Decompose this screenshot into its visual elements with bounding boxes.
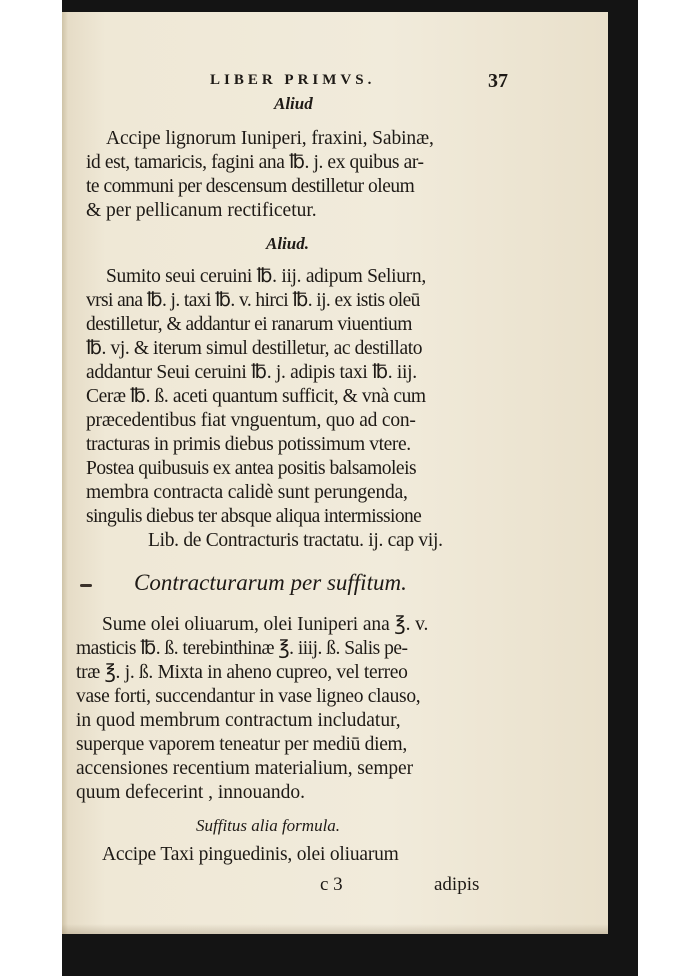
running-head: LIBER PRIMVS. (210, 72, 376, 88)
text-line: id est, tamaricis, fagini ana ℔. j. ex quibus ar- (86, 152, 424, 173)
page-gutter-shadow (62, 12, 68, 934)
text-line: ℔. vj. & iterum simul destilletur, ac destillato (86, 338, 423, 359)
text-line: addantur Seui ceruini ℔. j. adipis taxi ℔. iij. (86, 362, 417, 383)
text-line: Lib. de Contracturis tractatu. ij. cap vij. (148, 530, 443, 551)
text-line: vase forti, succendantur in vase ligneo clauso, (76, 686, 421, 707)
section-heading-suffitus: Suffitus alia formula. (196, 816, 341, 835)
signature-mark: c 3 (320, 874, 343, 895)
text-line: Ceræ ℔. ß. aceti quantum sufficit, & vnà cum (86, 386, 426, 407)
text-line: Postea quibusuis ex antea positis balsamoleis (86, 458, 417, 479)
section-heading-aliud-2: Aliud. (266, 234, 309, 253)
text-line: tracturas in primis diebus potissimum vtere. (86, 434, 411, 455)
text-line: singulis diebus ter absque aliqua intermissione (86, 506, 422, 527)
margin-dash-mark (80, 584, 92, 587)
text-line: vrsi ana ℔. j. taxi ℔. v. hirci ℔. ij. ex istis oleū (86, 290, 420, 311)
text-line: Sumito seui ceruini ℔. iij. adipum Seliurn, (106, 266, 426, 287)
text-line: destilletur, & addantur ei ranarum viuentium (86, 314, 412, 335)
text-line: præcedentibus fiat vnguentum, quo ad con- (86, 410, 416, 431)
text-line: masticis ℔. ß. terebinthinæ ℥. iiij. ß. Salis pe- (76, 638, 408, 659)
text-line: te communi per descensum destilletur oleum (86, 176, 415, 197)
section-title-contracturarum: Contracturarum per suffitum. (134, 570, 407, 595)
text-line: in quod membrum contractum includatur, (76, 710, 401, 731)
section-heading-aliud: Aliud (274, 94, 313, 113)
text-line: Accipe lignorum Iuniperi, fraxini, Sabinæ, (106, 128, 434, 149)
text-line: & per pellicanum rectificetur. (86, 200, 317, 221)
text-line: Accipe Taxi pinguedinis, olei oliuarum (102, 844, 399, 865)
text-line: membra contracta calidè sunt perungenda, (86, 482, 408, 503)
text-line: superque vaporem teneatur per mediū diem, (76, 734, 407, 755)
text-line: træ ℥. j. ß. Mixta in aheno cupreo, vel terreo (76, 662, 408, 683)
text-line: accensiones recentium materialium, semper (76, 758, 414, 779)
book-page (62, 12, 608, 934)
text-line: quum defecerint , innouando. (76, 782, 306, 803)
page-bottom-shadow (62, 924, 608, 934)
text-line: Sume olei oliuarum, olei Iuniperi ana ℥. v. (102, 614, 429, 635)
catchword: adipis (434, 874, 480, 895)
folio-number: 37 (488, 70, 508, 92)
